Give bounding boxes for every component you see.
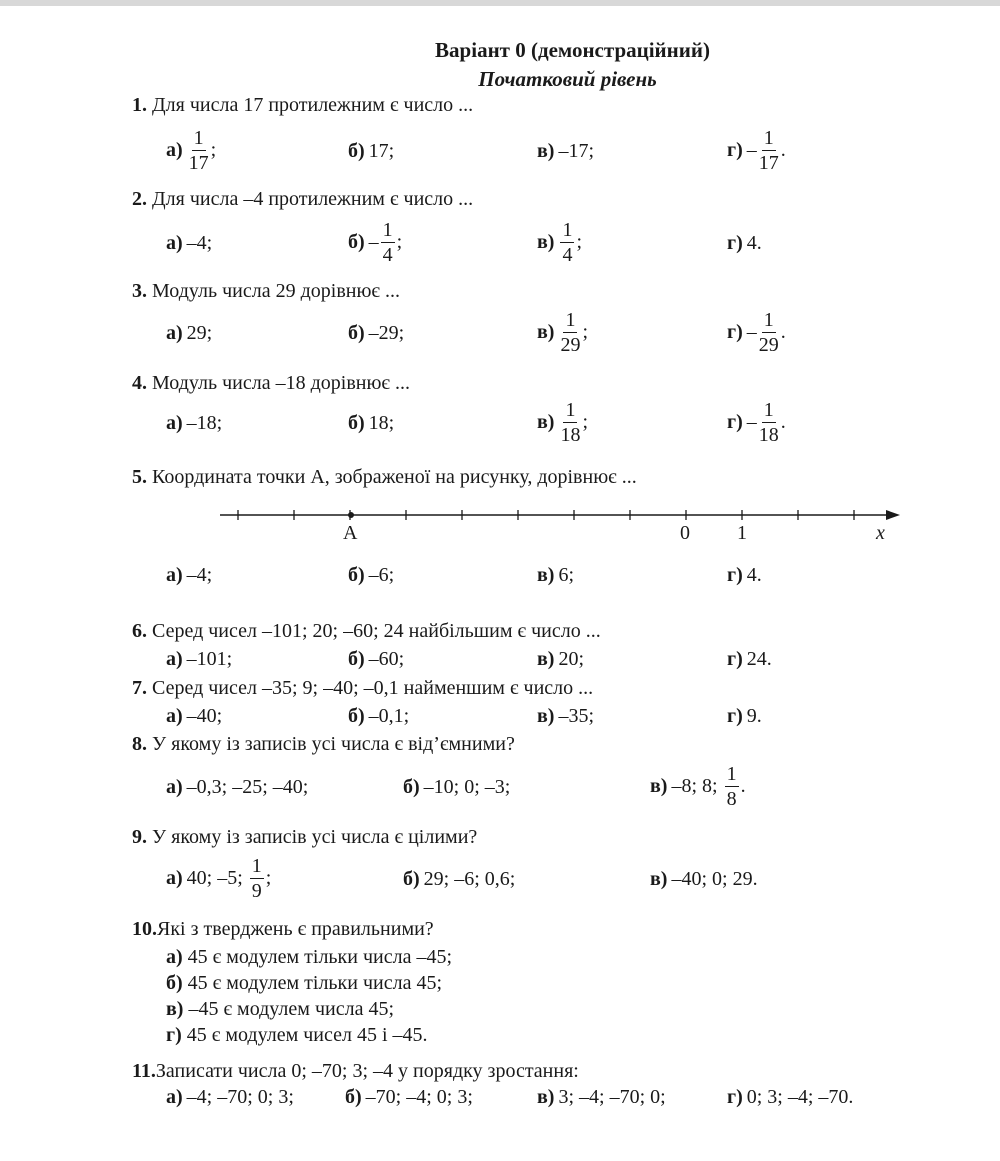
- q9-option-a[interactable]: а) 40; –5; $\frac{1}{9}$ ;: [166, 855, 272, 902]
- fraction: $\frac{1}{29}$: [560, 309, 581, 356]
- axis-x-label: x: [876, 522, 885, 544]
- axis-arrow: [886, 510, 900, 520]
- fraction: $\frac{1}{9}$: [251, 855, 262, 902]
- q6-option-b[interactable]: б) –60;: [348, 648, 405, 670]
- question-6: 6. Серед чисел –101; 20; –60; 24 найбільшим є число ...: [132, 620, 601, 642]
- q11-option-c[interactable]: в) 3; –4; –70; 0;: [537, 1086, 666, 1108]
- q2-option-b[interactable]: б) – $\frac{1}{4}$ ;: [348, 219, 403, 266]
- fraction: $\frac{1}{4}$: [562, 219, 573, 266]
- fraction: $\frac{1}{8}$: [726, 763, 737, 810]
- fraction: $\frac{1}{17}$: [188, 127, 209, 174]
- q8-option-a[interactable]: а) –0,3; –25; –40;: [166, 776, 309, 798]
- q8-option-c[interactable]: в) –8; 8; $\frac{1}{8}$ .: [650, 763, 746, 810]
- fraction: $\frac{1}{29}$: [758, 309, 779, 356]
- q3-option-b[interactable]: б) –29;: [348, 322, 405, 344]
- question-2: 2. Для числа –4 протилежним є число ...: [132, 188, 474, 210]
- q7-option-d[interactable]: г) 9.: [727, 705, 762, 727]
- q1-option-d[interactable]: г) – $\frac{1}{17}$ .: [727, 127, 786, 174]
- q11-option-b[interactable]: б) –70; –4; 0; 3;: [345, 1086, 473, 1108]
- q6-option-a[interactable]: а) –101;: [166, 648, 233, 670]
- fraction: $\frac{1}{18}$: [560, 399, 581, 446]
- q7-option-c[interactable]: в) –35;: [537, 705, 595, 727]
- fraction: $\frac{1}{4}$: [382, 219, 393, 266]
- q7-option-b[interactable]: б) –0,1;: [348, 705, 410, 727]
- axis-zero-label: 0: [680, 522, 690, 544]
- question-4: 4. Модуль числа –18 дорівнює ...: [132, 372, 411, 394]
- question-number: 1.: [132, 94, 147, 116]
- q10-option-b[interactable]: б) 45 є модулем тільки числа 45;: [166, 972, 443, 994]
- point-a-dot: [348, 512, 354, 518]
- q10-option-c[interactable]: в) –45 є модулем числа 45;: [166, 998, 394, 1020]
- question-3: 3. Модуль числа 29 дорівнює ...: [132, 280, 401, 302]
- q10-option-d[interactable]: г) 45 є модулем чисел 45 і –45.: [166, 1024, 428, 1046]
- q10-option-a[interactable]: а) 45 є модулем тільки числа –45;: [166, 946, 453, 968]
- q1-option-c[interactable]: в) –17;: [537, 140, 595, 162]
- q6-option-d[interactable]: г) 24.: [727, 648, 772, 670]
- q6-option-c[interactable]: в) 20;: [537, 648, 585, 670]
- q3-option-d[interactable]: г) – $\frac{1}{29}$ .: [727, 309, 786, 356]
- question-11: 11.Записати числа 0; –70; 3; –4 у порядку зростання:: [132, 1060, 579, 1082]
- point-a-label: A: [343, 522, 358, 544]
- q1-option-a[interactable]: а) $\frac{1}{17}$ ;: [166, 127, 217, 174]
- top-border: [0, 0, 1000, 6]
- question-7: 7. Серед чисел –35; 9; –40; –0,1 найменшим є число ...: [132, 677, 594, 699]
- q5-option-d[interactable]: г) 4.: [727, 564, 762, 586]
- q5-option-a[interactable]: а) –4;: [166, 564, 213, 586]
- q1-option-b[interactable]: б) 17;: [348, 140, 395, 162]
- q8-option-b[interactable]: б) –10; 0; –3;: [403, 776, 511, 798]
- q5-option-b[interactable]: б) –6;: [348, 564, 395, 586]
- page-subtitle: Початковий рівень: [478, 67, 657, 91]
- q4-option-d[interactable]: г) – $\frac{1}{18}$ .: [727, 399, 786, 446]
- q3-option-a[interactable]: а) 29;: [166, 322, 213, 344]
- number-line: [210, 500, 900, 530]
- question-9: 9. У якому із записів усі числа є цілими?: [132, 826, 478, 848]
- question-1: [132, 94, 473, 117]
- q4-option-a[interactable]: а) –18;: [166, 412, 223, 434]
- q9-option-b[interactable]: б) 29; –6; 0,6;: [403, 868, 516, 890]
- question-10: 10.Які з тверджень є правильними?: [132, 918, 434, 940]
- question-8: 8. У якому із записів усі числа є від’ємними?: [132, 733, 515, 755]
- q11-option-d[interactable]: г) 0; 3; –4; –70.: [727, 1086, 854, 1108]
- axis-one-label: 1: [737, 522, 747, 544]
- fraction: $\frac{1}{18}$: [758, 399, 779, 446]
- question-text: Для числа 17 протилежним є число ...: [152, 94, 474, 116]
- page-title: Варіант 0 (демонстраційний): [435, 38, 710, 62]
- q3-option-c[interactable]: в) $\frac{1}{29}$ ;: [537, 309, 589, 356]
- q4-option-c[interactable]: в) $\frac{1}{18}$ ;: [537, 399, 589, 446]
- question-5: 5. Координата точки А, зображеної на рисунку, дорівнює ...: [132, 466, 637, 488]
- q4-option-b[interactable]: б) 18;: [348, 412, 395, 434]
- q2-option-d[interactable]: г) 4.: [727, 232, 762, 254]
- q11-option-a[interactable]: а) –4; –70; 0; 3;: [166, 1086, 294, 1108]
- q2-option-c[interactable]: в) $\frac{1}{4}$ ;: [537, 219, 583, 266]
- fraction: $\frac{1}{17}$: [758, 127, 779, 174]
- q2-option-a[interactable]: а) –4;: [166, 232, 213, 254]
- q7-option-a[interactable]: а) –40;: [166, 705, 223, 727]
- q9-option-c[interactable]: в) –40; 0; 29.: [650, 868, 758, 890]
- q5-option-c[interactable]: в) 6;: [537, 564, 575, 586]
